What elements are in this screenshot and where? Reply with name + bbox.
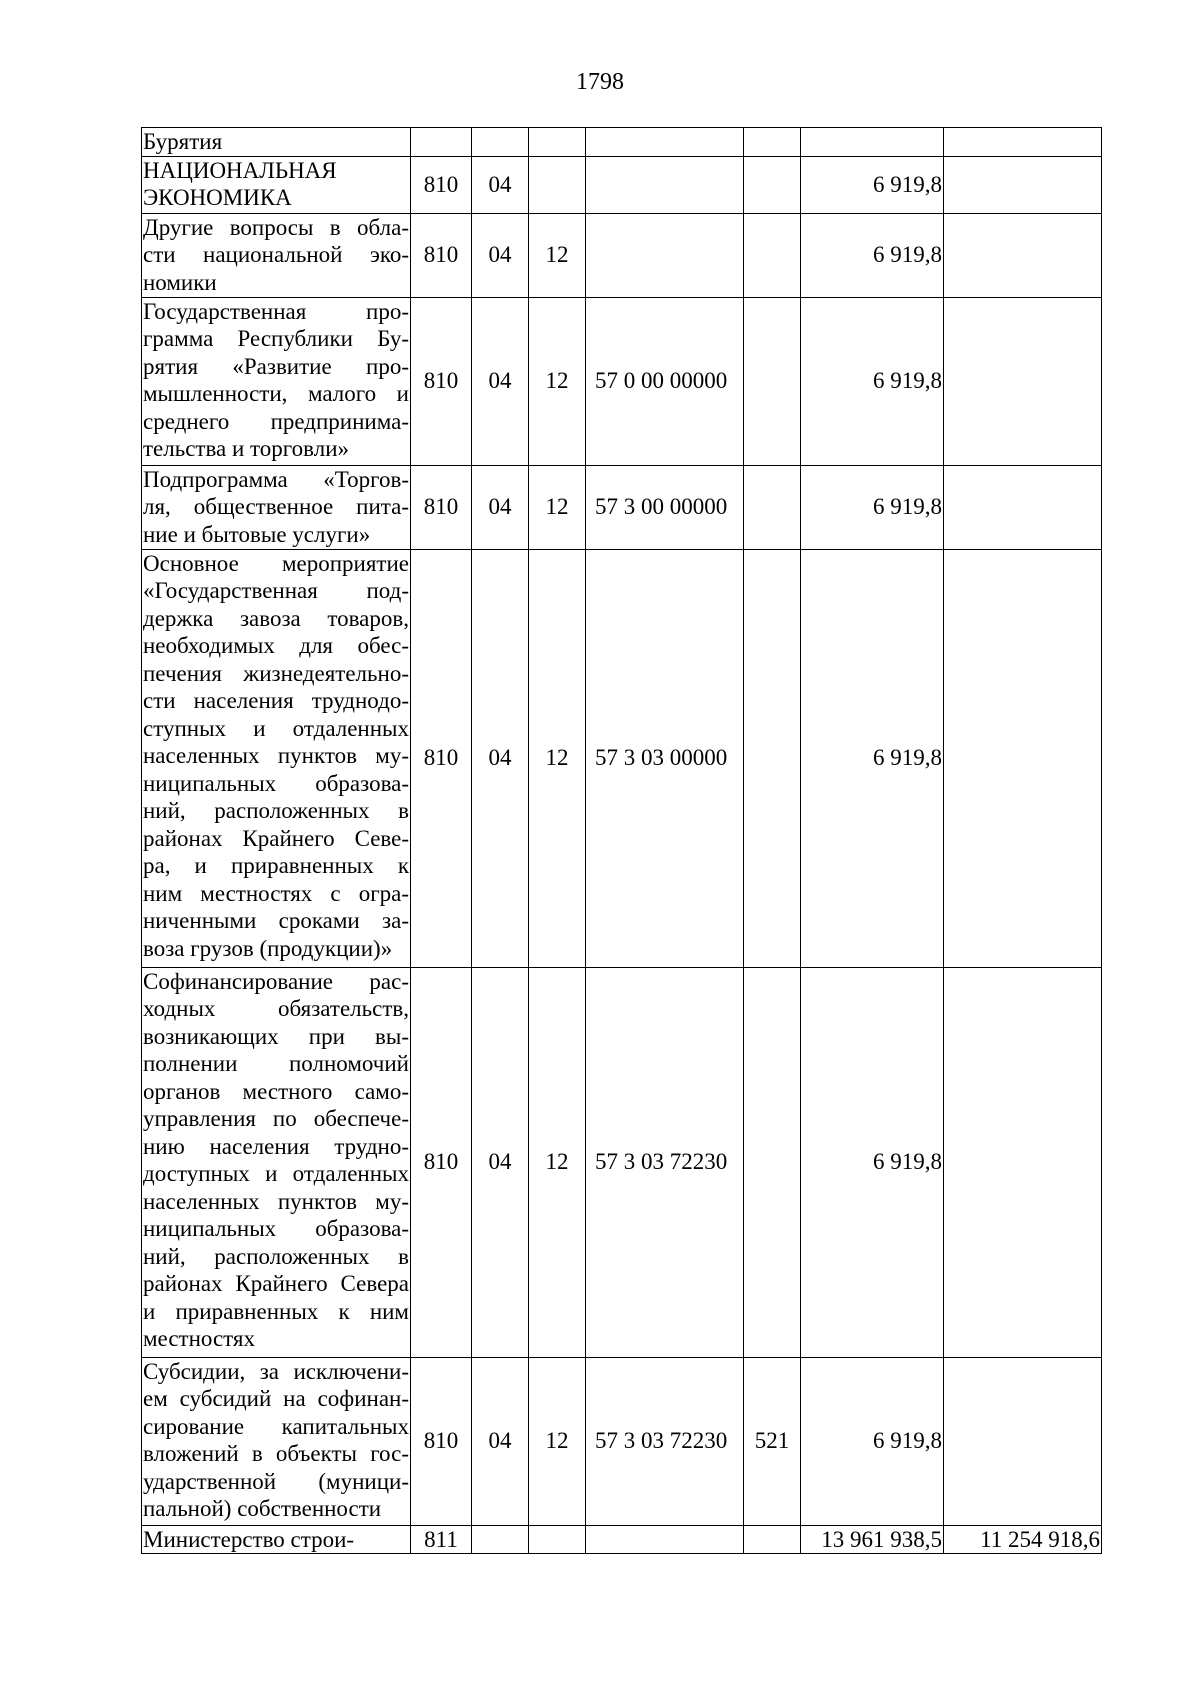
code-cs [586,1525,744,1554]
amount-2 [944,156,1102,213]
row-name-line: органов местного само- [143,1078,409,1104]
row-name-line: населенных пунктов му- [143,743,409,768]
amount-1: 6 919,8 [801,213,944,297]
row-name-line: Другие вопросы в обла- [143,214,409,240]
amount-2 [944,297,1102,465]
code-vr [744,128,801,157]
row-name-line: местностях [143,1326,256,1351]
row-name-line: ний, расположенных в [143,798,409,823]
amount-1: 6 919,8 [801,549,944,967]
amount-1: 6 919,8 [801,1357,944,1525]
table-row [142,967,1102,1357]
row-name [142,465,411,549]
code-cs: 57 3 03 72230 [586,1357,744,1525]
code-cs: 57 0 00 00000 [586,297,744,465]
code-vr [744,967,801,1357]
table-row [142,128,1102,157]
code-pr: 12 [529,967,586,1357]
row-name-line: держка завоза товаров, [143,605,409,631]
code-rz: 04 [472,465,529,549]
row-name [142,213,411,297]
row-name-line: Субсидии, за исключени- [143,1358,409,1384]
code-rz: 04 [472,156,529,213]
row-name [142,549,411,967]
code-rz [472,128,529,157]
code-pr: 12 [529,1357,586,1525]
row-name-line: ниципальных образова- [143,770,409,796]
row-name-line: сирование капитальных [143,1413,409,1439]
row-name-line: Подпрограмма «Торгов- [143,466,409,492]
row-name-line: рятия «Развитие про- [143,353,409,379]
code-vr [744,297,801,465]
code-gr: 810 [411,156,472,213]
row-name-line: ЭКОНОМИКА [143,185,292,210]
row-name [142,156,411,213]
table-row [142,1357,1102,1525]
code-gr: 810 [411,213,472,297]
table-row [142,1525,1102,1554]
row-name-line: Государственная про- [143,298,409,324]
amount-2 [944,967,1102,1357]
code-rz [472,1525,529,1554]
row-name-line: вложений в объекты гос- [143,1441,409,1466]
table-row [142,156,1102,213]
row-name-line: Основное мероприятие [143,550,409,576]
code-rz: 04 [472,297,529,465]
code-pr [529,156,586,213]
code-rz: 04 [472,213,529,297]
code-pr: 12 [529,213,586,297]
row-name-line: районах Крайнего Севера [143,1271,409,1296]
amount-2 [944,128,1102,157]
row-name-line: населенных пунктов му- [143,1188,409,1214]
row-name-line: печения жизнедеятельно- [143,660,409,686]
code-pr: 12 [529,297,586,465]
code-cs [586,213,744,297]
row-name-line: ля, общественное пита- [143,494,409,519]
code-cs [586,156,744,213]
page-number: 1798 [576,69,624,95]
table-row [142,213,1102,297]
amount-1: 6 919,8 [801,156,944,213]
code-rz: 04 [472,1357,529,1525]
row-name-line: возникающих при вы- [143,1023,409,1049]
amount-2: 11 254 918,6 [944,1525,1102,1554]
row-name-line: воза грузов (продукции)» [143,935,393,961]
row-name [142,297,411,465]
amount-1: 6 919,8 [801,465,944,549]
table-row [142,465,1102,549]
row-name [142,967,411,1357]
code-vr [744,465,801,549]
code-cs [586,128,744,157]
code-vr: 521 [744,1357,801,1525]
code-pr [529,1525,586,1554]
row-name-line: ниченными сроками за- [143,908,409,933]
row-name-line: управления по обеспече- [143,1106,409,1131]
code-vr [744,156,801,213]
code-gr: 811 [411,1525,472,1554]
amount-1 [801,128,944,157]
row-name-line: грамма Республики Бу- [143,326,409,351]
table-body [142,128,1102,1554]
row-name-line: НАЦИОНАЛЬНАЯ [143,157,337,183]
code-gr: 810 [411,1357,472,1525]
row-name-line: ходных обязательств, [143,996,409,1021]
row-name-line: нию населения трудно- [143,1133,409,1159]
code-cs: 57 3 03 72230 [586,967,744,1357]
code-vr [744,1525,801,1554]
row-name-line: доступных и отдаленных [143,1161,409,1186]
row-name-line: сти населения труднодо- [143,688,409,713]
code-cs: 57 3 00 00000 [586,465,744,549]
row-name [142,128,411,157]
code-vr [744,213,801,297]
row-name-line: номики [143,269,217,295]
row-name-line: необходимых для обес- [143,633,409,658]
code-pr: 12 [529,465,586,549]
row-name-line: мышленности, малого и [143,381,409,406]
code-gr: 810 [411,297,472,465]
amount-2 [944,465,1102,549]
row-name-line: Бурятия [143,129,223,154]
row-name-line: ступных и отдаленных [143,715,409,741]
code-gr: 810 [411,549,472,967]
amount-1: 6 919,8 [801,967,944,1357]
code-gr [411,128,472,157]
row-name-line: ем субсидий на софинан- [143,1386,409,1411]
code-vr [744,549,801,967]
row-name-line: и приравненных к ним [143,1298,409,1324]
row-name-line: ниципальных образова- [143,1216,409,1241]
row-name-line: Софинансирование рас- [143,968,409,994]
row-name-line: районах Крайнего Севе- [143,825,409,851]
row-name-line: ра, и приравненных к [143,853,409,878]
table-row [142,549,1102,967]
row-name-line: ним местностях с огра- [143,880,409,906]
amount-1: 6 919,8 [801,297,944,465]
amount-2 [944,549,1102,967]
row-name [142,1525,411,1554]
code-rz: 04 [472,967,529,1357]
table-row [142,297,1102,465]
code-gr: 810 [411,967,472,1357]
amount-2 [944,213,1102,297]
row-name-line: тельства и торговли» [143,436,350,461]
row-name-line: ние и бытовые услуги» [143,521,371,547]
row-name-line: «Государственная под- [143,578,409,603]
budget-table [141,127,1102,1554]
row-name-line: ний, расположенных в [143,1243,409,1269]
code-pr: 12 [529,549,586,967]
row-name-line: Министерство строи- [143,1526,355,1552]
code-pr [529,128,586,157]
code-gr: 810 [411,465,472,549]
amount-2 [944,1357,1102,1525]
row-name-line: сти национальной эко- [143,242,409,267]
code-rz: 04 [472,549,529,967]
row-name-line: пальной) собственности [143,1496,382,1521]
row-name-line: ударственной (муници- [143,1468,409,1494]
row-name-line: среднего предпринима- [143,408,409,434]
amount-1: 13 961 938,5 [801,1525,944,1554]
row-name [142,1357,411,1525]
code-cs: 57 3 03 00000 [586,549,744,967]
row-name-line: полнении полномочий [143,1051,409,1076]
